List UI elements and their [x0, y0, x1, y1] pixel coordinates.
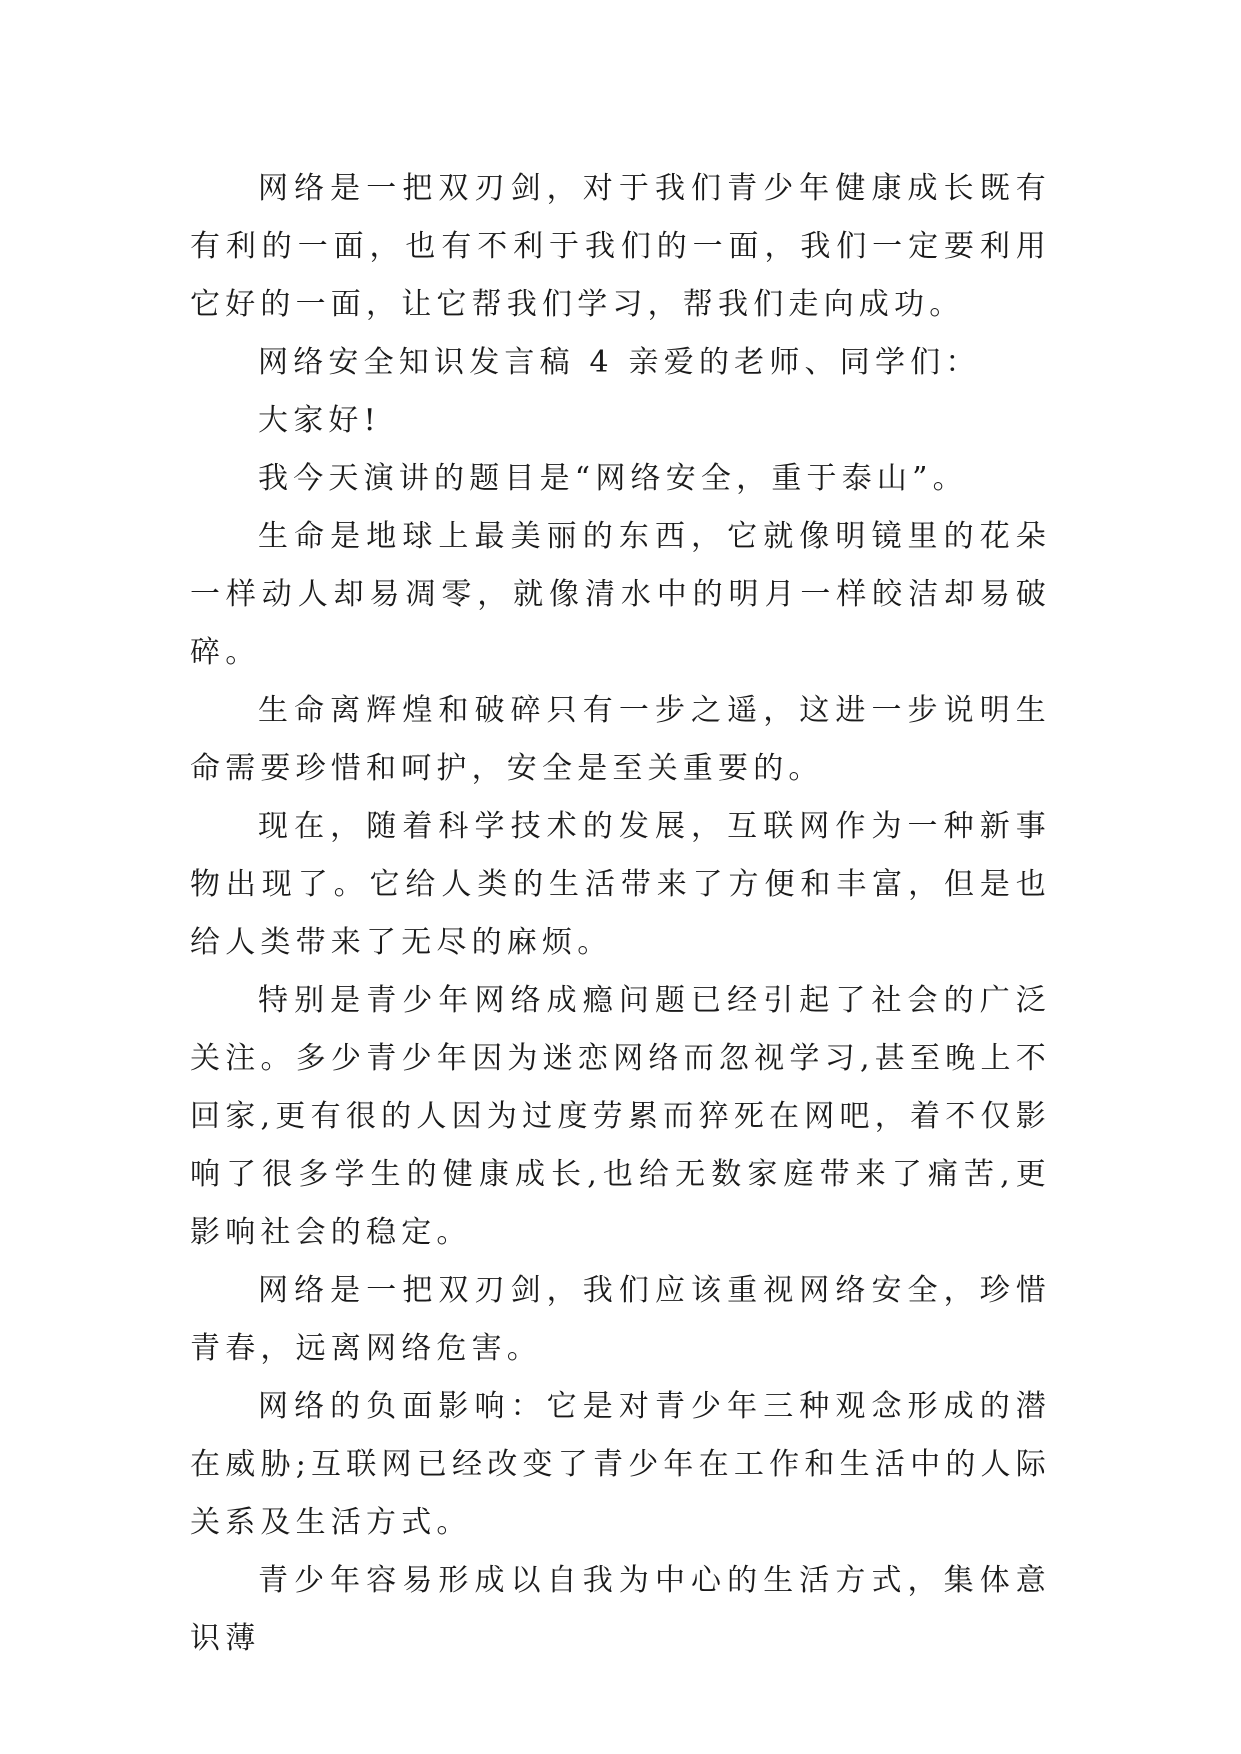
paragraph: 现在，随着科学技术的发展，互联网作为一种新事物出现了。它给人类的生活带来了方便和丰富，但是也给人类带来了无尽的麻烦。 [190, 809, 1051, 960]
paragraph: 网络是一把双刃剑，我们应该重视网络安全，珍惜青春，远离网络危害。 [190, 1273, 1051, 1366]
paragraph: 网络的负面影响：它是对青少年三种观念形成的潜在威胁;互联网已经改变了青少年在工作和生活中的人际关系及生活方式。 [190, 1389, 1051, 1540]
paragraph: 我今天演讲的题目是“网络安全，重于泰山”。 [258, 461, 968, 496]
paragraph: 网络是一把双刃剑，对于我们青少年健康成长既有有利的一面，也有不利于我们的一面，我们一定要利用它好的一面，让它帮我们学习，帮我们走向成功。 [190, 171, 1051, 322]
paragraph: 生命离辉煌和破碎只有一步之遥，这进一步说明生命需要珍惜和呵护，安全是至关重要的。 [190, 693, 1051, 786]
paragraph: 特别是青少年网络成瘾问题已经引起了社会的广泛关注。多少青少年因为迷恋网络而忽视学习,甚至晚上不回家,更有很的人因为过度劳累而猝死在网吧，着不仅影响了很多学生的健康成长,也给无数家庭带来了痛苦,更影响社会的稳定。 [190, 983, 1051, 1250]
paragraph: 青少年容易形成以自我为中心的生活方式，集体意识薄 [190, 1563, 1051, 1656]
paragraph: 生命是地球上最美丽的东西，它就像明镜里的花朵一样动人却易凋零，就像清水中的明月一样皎洁却易破碎。 [190, 519, 1051, 670]
paragraph: 网络安全知识发言稿 4 亲爱的老师、同学们： [258, 345, 981, 380]
paragraph: 大家好! [258, 403, 381, 438]
